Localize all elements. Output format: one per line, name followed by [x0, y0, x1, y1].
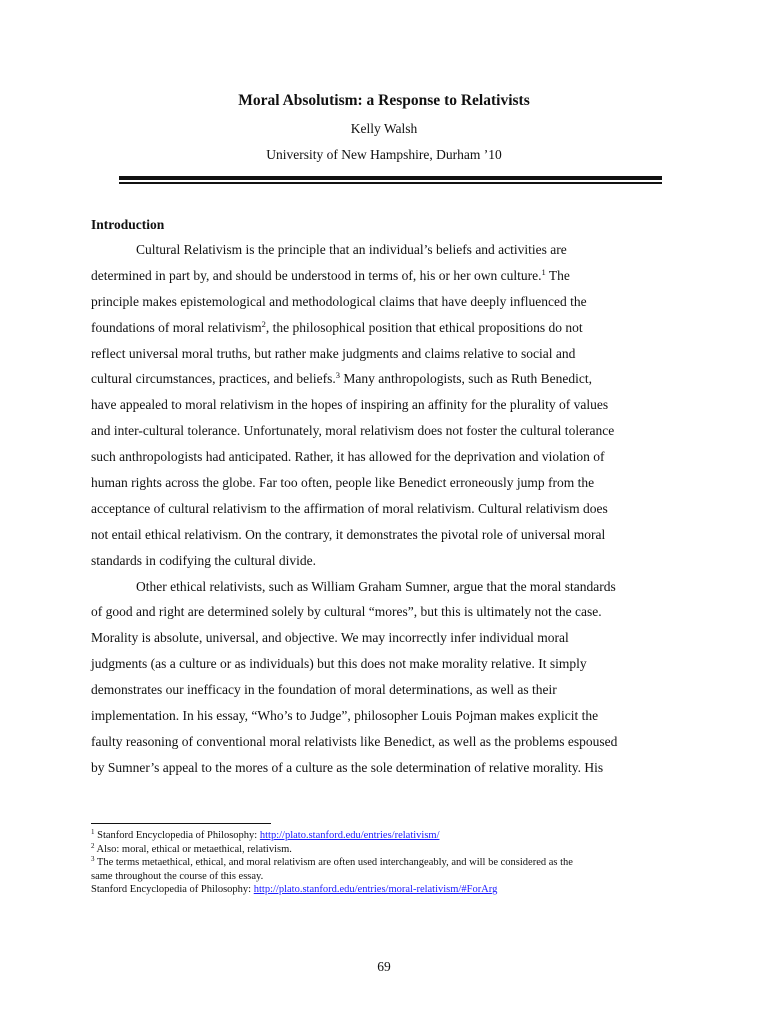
text-line: reflect universal moral truths, but rather make judgments and claims relative to social and — [91, 345, 576, 361]
footnote-separator — [91, 823, 271, 824]
text-line: faulty reasoning of conventional moral relativists like Benedict, as well as the problems espoused — [91, 733, 618, 749]
text-line: standards in codifying the cultural divide. — [91, 552, 316, 568]
header-rule-thin — [119, 182, 662, 184]
footnote-3-link[interactable]: http://plato.stanford.edu/entries/moral-relativism/#ForArg — [253, 884, 498, 896]
text-line: such anthropologists had anticipated. Rather, it has allowed for the deprivation and violation of — [91, 449, 605, 465]
body-text — [91, 237, 691, 781]
footnote-ref-2[interactable]: 2 — [261, 318, 266, 329]
text-line: judgments (as a culture or as individuals) but this does not make morality relative. It simply — [91, 656, 587, 672]
text-line: principle makes epistemological and methodological claims that have deeply influenced the — [91, 293, 587, 309]
text-line: implementation. In his essay, “Who’s to Judge”, philosopher Louis Pojman makes explicit the — [91, 708, 599, 724]
text-line: Other ethical relativists, such as William Graham Sumner, argue that the moral standards — [136, 578, 616, 594]
footnote-3-continued: same throughout the course of this essay. — [91, 870, 264, 882]
text-line: Morality is absolute, universal, and objective. We may incorrectly infer individual moral — [91, 630, 569, 646]
text-line: cultural circumstances, practices, and beliefs.$^3$ Many anthropologists, such as Ruth Benedict, — [91, 370, 593, 387]
paper-title: Moral Absolutism: a Response to Relativists — [238, 92, 530, 109]
text-line: Cultural Relativism is the principle that an individual’s beliefs and activities are — [136, 242, 567, 257]
text-line: have appealed to moral relativism in the hopes of inspiring an affinity for the plurality of values — [91, 397, 609, 413]
header-rule-thick — [119, 176, 662, 180]
text-line: of good and right are determined solely by cultural “mores”, but this is ultimately not the case. — [91, 604, 602, 620]
text-line: not entail ethical relativism. On the contrary, it demonstrates the pivotal role of universal moral — [91, 526, 606, 542]
footnote-3-source: Stanford Encyclopedia of Philosophy: http://plato.stanford.edu/entries/moral-relativism/#ForArg — [91, 884, 498, 896]
footnote-2: $^2$ Also: moral, ethical or metaethical, relativism. — [91, 841, 292, 855]
text-line: by Sumner’s appeal to the mores of a culture as the sole determination of relative morality. His — [91, 759, 604, 775]
footnote-ref-3[interactable]: 3 — [335, 370, 341, 381]
footnotes — [91, 829, 691, 897]
text-line: demonstrates our inefficacy in the foundation of moral determinations, as well as their — [91, 682, 557, 698]
text-line: acceptance of cultural relativism to the affirmation of moral relativism. Cultural relativism does — [91, 500, 608, 516]
page-number: 69 — [377, 959, 391, 974]
section-heading: Introduction — [91, 217, 165, 232]
footnote-1: $^1$ Stanford Encyclopedia of Philosophy: http://plato.stanford.edu/entries/relativism/ — [91, 828, 440, 841]
author-name: Kelly Walsh — [350, 121, 418, 136]
author-affiliation: University of New Hampshire, Durham ’10 — [266, 147, 502, 162]
footnote-ref-1[interactable]: 1 — [541, 266, 546, 277]
footnote-1-link[interactable]: http://plato.stanford.edu/entries/relativism/ — [259, 830, 440, 841]
text-line: foundations of moral relativism$^2$, the philosophical position that ethical propositions do not — [91, 318, 583, 335]
text-line: determined in part by, and should be understood in terms of, his or her own culture.$^1$ The — [91, 266, 570, 283]
text-line: and inter-cultural tolerance. Unfortunately, moral relativism does not foster the cultural tolerance — [91, 423, 615, 439]
text-line: human rights across the globe. Far too often, people like Benedict erroneously jump from the — [91, 475, 595, 491]
footnote-3: $^3$ The terms metaethical, ethical, and moral relativism are often used interchangeably, and will be considered as the — [91, 855, 573, 869]
